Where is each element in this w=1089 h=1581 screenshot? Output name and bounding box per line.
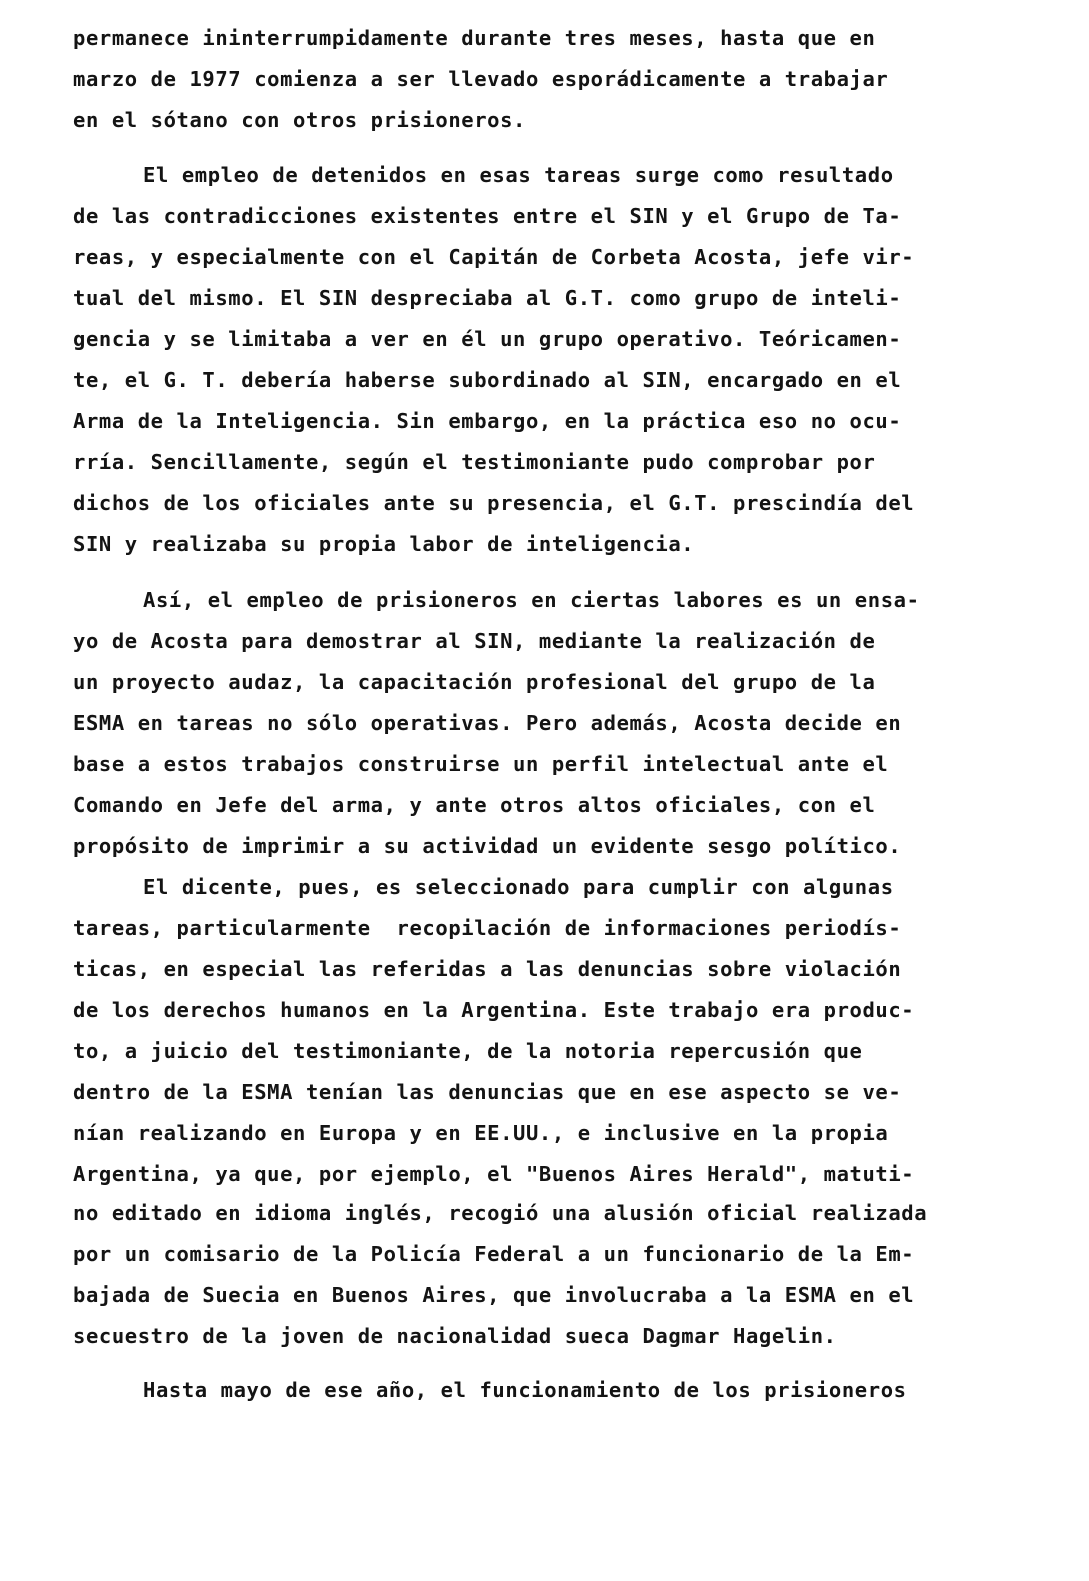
text-line: por un comisario de la Policía Federal a un funcionario de la Em- xyxy=(73,1242,915,1266)
text-line: permanece ininterrumpidamente durante tres meses, hasta que en xyxy=(73,26,876,50)
text-line: propósito de imprimir a su actividad un evidente sesgo político. xyxy=(73,834,902,858)
text-line: ESMA en tareas no sólo operativas. Pero además, Acosta decide en xyxy=(73,711,902,735)
text-line: Hasta mayo de ese año, el funcionamiento de los prisioneros xyxy=(143,1378,907,1402)
text-line: de las contradicciones existentes entre el SIN y el Grupo de Ta- xyxy=(73,204,902,228)
text-line: bajada de Suecia en Buenos Aires, que involucraba a la ESMA en el xyxy=(73,1283,915,1307)
text-line: base a estos trabajos construirse un perfil intelectual ante el xyxy=(73,752,889,776)
text-line: rría. Sencillamente, según el testimoniante pudo comprobar por xyxy=(73,450,876,474)
text-line: reas, y especialmente con el Capitán de Corbeta Acosta, jefe vir- xyxy=(73,245,915,269)
text-line: Así, el empleo de prisioneros en ciertas labores es un ensa- xyxy=(143,588,920,612)
text-line: de los derechos humanos en la Argentina. Este trabajo era produc- xyxy=(73,998,915,1022)
text-line: Comando en Jefe del arma, y ante otros altos oficiales, con el xyxy=(73,793,876,817)
text-line: to, a juicio del testimoniante, de la notoria repercusión que xyxy=(73,1039,863,1063)
text-line: Argentina, ya que, por ejemplo, el "Buenos Aires Herald", matuti- xyxy=(73,1162,915,1186)
text-line: gencia y se limitaba a ver en él un grupo operativo. Teóricamen- xyxy=(73,327,902,351)
text-line: nían realizando en Europa y en EE.UU., e inclusive en la propia xyxy=(73,1121,889,1145)
text-line: te, el G. T. debería haberse subordinado al SIN, encargado en el xyxy=(73,368,902,392)
text-line: secuestro de la joven de nacionalidad sueca Dagmar Hagelin. xyxy=(73,1324,837,1348)
text-line: El dicente, pues, es seleccionado para cumplir con algunas xyxy=(143,875,894,899)
text-line: marzo de 1977 comienza a ser llevado esporádicamente a trabajar xyxy=(73,67,889,91)
text-line: El empleo de detenidos en esas tareas surge como resultado xyxy=(143,163,894,187)
text-line: dichos de los oficiales ante su presencia, el G.T. prescindía del xyxy=(73,491,915,515)
text-line: Arma de la Inteligencia. Sin embargo, en la práctica eso no ocu- xyxy=(73,409,902,433)
text-line: en el sótano con otros prisioneros. xyxy=(73,108,526,132)
text-line: dentro de la ESMA tenían las denuncias que en ese aspecto se ve- xyxy=(73,1080,902,1104)
text-line: tareas, particularmente recopilación de informaciones periodís- xyxy=(73,916,902,940)
text-line: yo de Acosta para demostrar al SIN, mediante la realización de xyxy=(73,629,876,653)
text-line: ticas, en especial las referidas a las denuncias sobre violación xyxy=(73,957,902,981)
text-line: tual del mismo. El SIN despreciaba al G.T. como grupo de inteli- xyxy=(73,286,902,310)
text-line: un proyecto audaz, la capacitación profesional del grupo de la xyxy=(73,670,876,694)
text-line: SIN y realizaba su propia labor de inteligencia. xyxy=(73,532,695,556)
text-line: no editado en idioma inglés, recogió una alusión oficial realizada xyxy=(73,1201,928,1225)
